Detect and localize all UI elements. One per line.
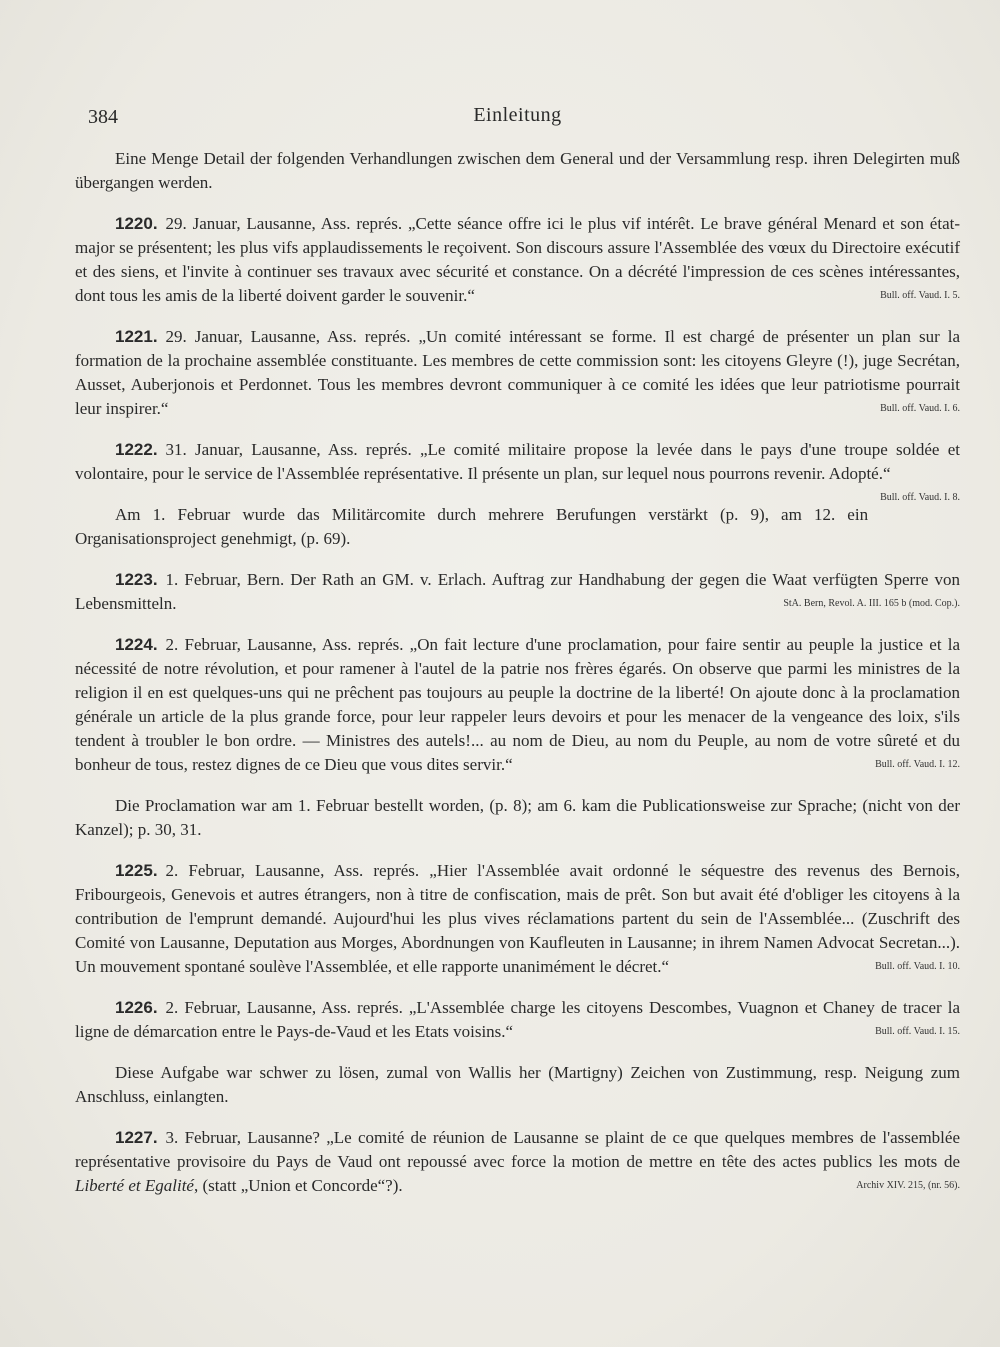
source-citation: Bull. off. Vaud. I. 10.	[875, 961, 960, 972]
entry-text-italic: Liberté et Egalité	[75, 1176, 194, 1195]
entry-text: 31. Januar, Lausanne, Ass. représ. „Le comité militaire propose la levée dans le pays d'une troupe soldée et volontaire, pour le service de l'Assemblée représentative. Il présente un plan, sur lequel nous pourrons revenir. Adopté.“	[75, 440, 960, 483]
entry-text: 2. Februar, Lausanne, Ass. représ. „On fait lecture d'une proclamation, pour faire sentir au peuple la justice et la nécessité de notre révolution, et pour ramener à l'autel de la patrie nos frères égarés. On observe que parmi les ministres de la religion il en est quelques-uns qui ne prêchent pas toujours au peuple la doctrine de la liberté! On ajoute donc à la proclamation générale un article de la plus grande force, pour leur rappeler leurs devoirs et pour les menacer de la vengeance des loix, s'ils tendent à troubler le bon ordre. — Ministres des autels!... au nom de Dieu, au nom du Peuple, au nom de votre sûreté et du bonheur de tous, restez dignes de ce Dieu que vous dites servir.“	[75, 635, 960, 774]
entry-number: 1224.	[115, 635, 158, 654]
source-citation: Bull. off. Vaud. I. 8.	[880, 492, 960, 503]
entry-text: 29. Januar, Lausanne, Ass. représ. „Un comité intéressant se forme. Il est chargé de présenter un plan sur la formation de la prochaine assemblée constituante. Les membres de cette commission sont: les citoyens Gleyre (!), juge Secrétan, Ausset, Auberjonois et Perdonnet. Tous les membres devront communiquer à ce comité les idées que leur patriotisme pourrait leur inspirer.“	[75, 327, 960, 418]
intro-paragraph: Eine Menge Detail der folgenden Verhandlungen zwischen dem General und der Versammlung resp. ihren Delegirten muß übergangen werden.	[75, 149, 960, 192]
entry-note: Die Proclamation war am 1. Februar bestellt worden, (p. 8); am 6. kam die Publicationsweise zur Sprache; (nicht von der Kanzel); p. 30, 31.	[75, 796, 960, 839]
entry-text: 1. Februar, Bern. Der Rath an GM. v. Erlach. Auftrag zur Handhabung der gegen die Waat verfügten Sperre von Lebensmitteln.	[75, 570, 960, 613]
entry-number: 1223.	[115, 570, 158, 589]
entry-text: 29. Januar, Lausanne, Ass. représ. „Cette séance offre ici le plus vif intérêt. Le brave général Menard et son état-major se présentent; les plus vifs applaudissements le reçoivent. Son discours assure l'Assemblée des vœux du Directoire exécutif et des siens, et l'invite à continuer ses travaux avec sécurité et constance. On a décrété l'impression de ces scènes intéressantes, dont tous les amis de la liberté doivent garder le souvenir.“	[75, 214, 960, 305]
source-citation: Bull. off. Vaud. I. 6.	[880, 403, 960, 414]
source-citation: Archiv XIV. 215, (nr. 56).	[856, 1180, 960, 1191]
running-title: Einleitung	[473, 104, 562, 126]
entry-note: Diese Aufgabe war schwer zu lösen, zumal von Wallis her (Martigny) Zeichen von Zustimmung, resp. Neigung zum Anschluss, einlangten.	[75, 1063, 960, 1106]
entry-text: 3. Februar, Lausanne? „Le comité de réunion de Lausanne se plaint de ce que quelques membres de l'assemblée représentative provisoire du Pays de Vaud ont repoussé avec force la motion de mettre en tête des actes publics les mots de	[75, 1128, 960, 1171]
source-citation: Bull. off. Vaud. I. 12.	[875, 759, 960, 770]
source-citation: Bull. off. Vaud. I. 5.	[880, 290, 960, 301]
entry-1220	[75, 212, 960, 308]
entry-1223	[75, 568, 960, 616]
entry-number: 1225.	[115, 861, 158, 880]
entry-number: 1222.	[115, 440, 158, 459]
entry-1222	[75, 438, 960, 503]
entry-number: 1227.	[115, 1128, 158, 1147]
entry-1226	[75, 996, 960, 1044]
entry-1221	[75, 325, 960, 421]
entry-number: 1221.	[115, 327, 158, 346]
entry-note: Am 1. Februar wurde das Militärcomite durch mehrere Berufungen verstärkt (p. 9), am 12. ein Organisationsproject genehmigt, (p. 69).	[75, 505, 869, 548]
page-number: 384	[88, 106, 118, 128]
source-citation: StA. Bern, Revol. A. III. 165 b (mod. Cop.).	[783, 598, 960, 609]
entry-text: , (statt „Union et Concorde“?).	[193, 1176, 403, 1195]
body-text	[75, 147, 960, 1208]
entry-1224	[75, 633, 960, 777]
page-header	[75, 104, 960, 136]
entry-number: 1220.	[115, 214, 158, 233]
entry-1225	[75, 859, 960, 979]
entry-text: 2. Februar, Lausanne, Ass. représ. „Hier l'Assemblée avait ordonné le séquestre des revenus des Bernois, Fribourgeois, Genevois et autres étrangers, non à titre de confiscation, mais de prêt. Son but avait été d'obliger les citoyens à la contribution de l'emprunt demandé. Aujourd'hui les plus vives réclamations partent du sein de l'Assemblée... (Zuschrift des Comité von Lausanne, Deputation aus Morges, Abordnungen von Kaufleuten in Lausanne; in ihrem Namen Advocat Secretan...). Un mouvement spontané soulève l'Assemblée, et elle rapporte unanimément le décret.“	[75, 861, 960, 976]
entry-1227	[75, 1126, 960, 1198]
source-citation: Bull. off. Vaud. I. 15.	[875, 1026, 960, 1037]
entry-text: 2. Februar, Lausanne, Ass. représ. „L'Assemblée charge les citoyens Descombes, Vuagnon et Chaney de tracer la ligne de démarcation entre le Pays-de-Vaud et les Etats voisins.“	[75, 998, 960, 1041]
entry-number: 1226.	[115, 998, 158, 1017]
